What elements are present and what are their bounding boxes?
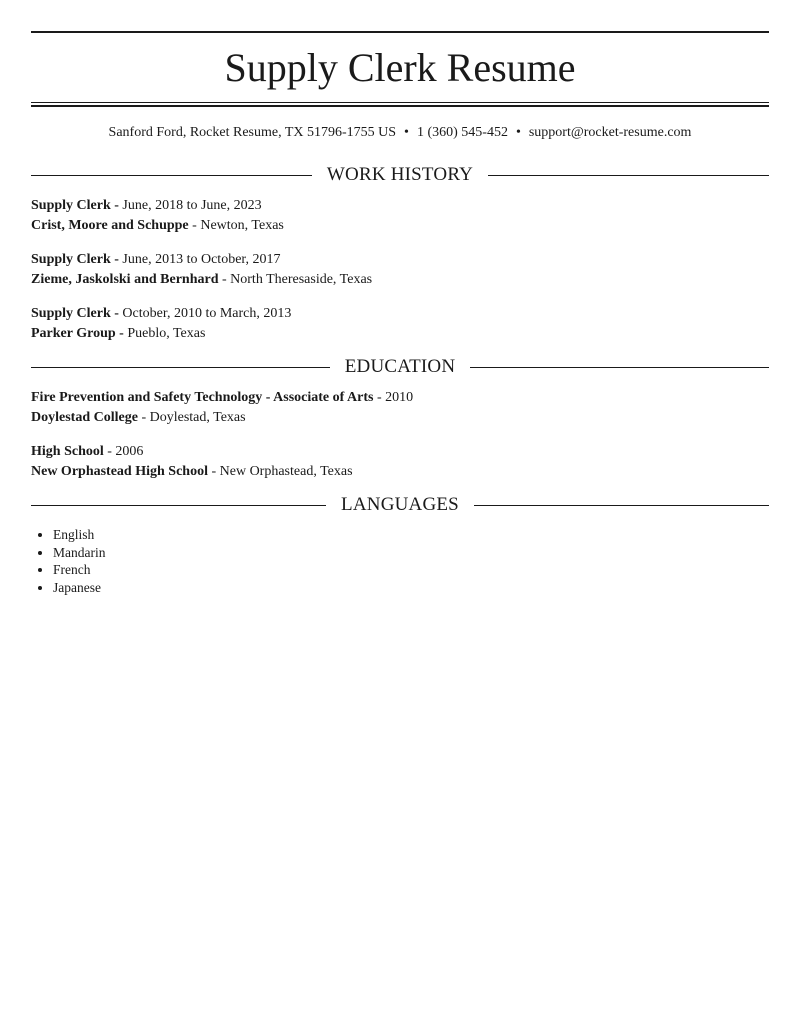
heading-rule-left [31, 367, 330, 368]
section-heading-languages [31, 493, 769, 517]
school-location: New Orphastead, Texas [219, 463, 353, 479]
degree-title: High School [31, 444, 104, 459]
company-name: Crist, Moore and Schuppe [31, 217, 189, 233]
contact-address: Sanford Ford, Rocket Resume, TX 51796-1755 US [108, 125, 397, 140]
section-heading-education [31, 355, 769, 379]
list-item: • Mandarin [53, 544, 105, 562]
section-title: WORK HISTORY [326, 164, 474, 185]
list-item: • French [53, 561, 105, 579]
job-dates: June, 2013 to October, 2017 [122, 252, 281, 267]
list-item: • English [53, 526, 105, 544]
heading-rule-right [488, 175, 769, 176]
company-name: Parker Group [31, 325, 116, 341]
degree-year: 2006 [115, 444, 144, 459]
job-dates: June, 2018 to June, 2023 [122, 198, 262, 213]
school-location: Doylestad, Texas [149, 409, 246, 425]
section-title: LANGUAGES [341, 494, 459, 515]
title-rule-thick [31, 105, 769, 107]
heading-rule-left [31, 505, 326, 506]
contact-phone: 1 (360) 545-452 [416, 125, 508, 140]
work-entry: Supply Clerk - June, 2018 to June, 2023 Crist, Moore and Schuppe - Newton, Texas [31, 198, 284, 233]
company-location: Newton, Texas [200, 217, 284, 233]
degree-title: Fire Prevention and Safety Technology - Associate of Arts [31, 390, 374, 405]
school-name: Doylestad College [31, 409, 138, 425]
heading-rule-left [31, 175, 312, 176]
work-entry: Supply Clerk - June, 2013 to October, 2017 Zieme, Jaskolski and Bernhard - North Theresaside, Texas [31, 252, 373, 287]
contact-separator: • [515, 125, 521, 140]
list-item: • Japanese [53, 579, 105, 597]
school-name: New Orphastead High School [31, 463, 208, 479]
heading-rule-right [470, 367, 769, 368]
section-title: EDUCATION [344, 356, 456, 377]
job-title: Supply Clerk [31, 198, 111, 213]
degree-year: 2010 [385, 390, 414, 405]
contact-line [0, 124, 800, 142]
contact-email: support@rocket-resume.com [528, 125, 692, 140]
languages-list [31, 526, 105, 597]
title-rule-thin [31, 102, 769, 103]
education-entry: Fire Prevention and Safety Technology - Associate of Arts - 2010 Doylestad College - Doylestad, Texas [31, 390, 414, 425]
work-entry: Supply Clerk - October, 2010 to March, 2013 Parker Group - Pueblo, Texas [31, 306, 292, 341]
top-rule [31, 31, 769, 33]
job-title: Supply Clerk [31, 306, 111, 321]
company-location: North Theresaside, Texas [230, 271, 373, 287]
section-heading-work-history [31, 163, 769, 187]
company-location: Pueblo, Texas [127, 325, 206, 341]
education-entry: High School - 2006 New Orphastead High School - New Orphastead, Texas [31, 444, 353, 479]
contact-separator: • [404, 125, 409, 140]
job-dates: October, 2010 to March, 2013 [122, 306, 292, 321]
page-title: Supply Clerk Resume [224, 45, 576, 90]
job-title: Supply Clerk [31, 252, 111, 267]
heading-rule-right [474, 505, 769, 506]
company-name: Zieme, Jaskolski and Bernhard [31, 271, 219, 287]
